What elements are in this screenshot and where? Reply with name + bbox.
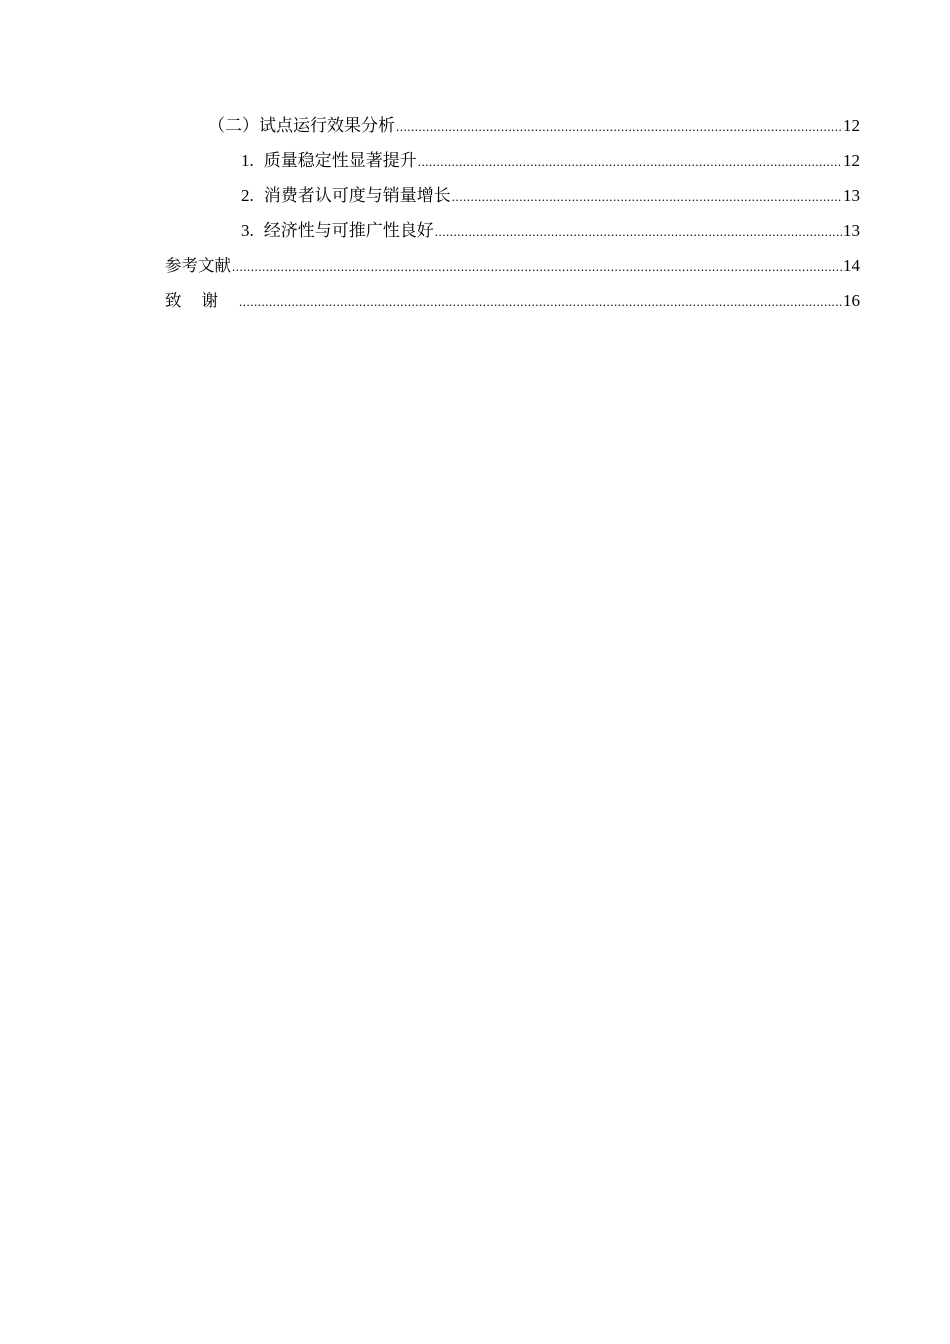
toc-entry-references[interactable] — [165, 253, 860, 288]
toc-entry-title: 致谢 — [165, 291, 238, 310]
toc-entry-pilot-effect-analysis[interactable] — [165, 113, 860, 148]
toc-dot-leader — [435, 219, 842, 244]
toc-entry-economy-promotion[interactable] — [165, 218, 860, 253]
toc-entry-number: 1. — [241, 151, 254, 170]
toc-entry-page: 14 — [843, 256, 860, 275]
toc-dot-leader — [452, 184, 842, 209]
toc-dot-leader — [418, 149, 842, 174]
toc-dot-leader — [239, 289, 842, 314]
toc-entry-page: 13 — [843, 221, 860, 240]
table-of-contents — [165, 113, 860, 323]
toc-entry-number: 3. — [241, 221, 254, 240]
toc-entry-title: 质量稳定性显著提升 — [263, 151, 417, 170]
toc-entry-page: 13 — [843, 186, 860, 205]
toc-entry-title: 经济性与可推广性良好 — [263, 221, 434, 240]
toc-entry-title: 消费者认可度与销量增长 — [263, 186, 451, 205]
toc-entry-title: （二）试点运行效果分析 — [208, 116, 395, 135]
toc-entry-page: 16 — [843, 291, 860, 310]
toc-entry-acknowledgements[interactable] — [165, 288, 860, 323]
toc-dot-leader — [396, 114, 842, 139]
toc-entry-title: 参考文献 — [165, 256, 231, 275]
toc-dot-leader — [232, 254, 842, 279]
toc-entry-number: 2. — [241, 186, 254, 205]
toc-entry-consumer-recognition[interactable] — [165, 183, 860, 218]
toc-entry-quality-stability[interactable] — [165, 148, 860, 183]
toc-entry-page: 12 — [843, 151, 860, 170]
toc-entry-page: 12 — [843, 116, 860, 135]
